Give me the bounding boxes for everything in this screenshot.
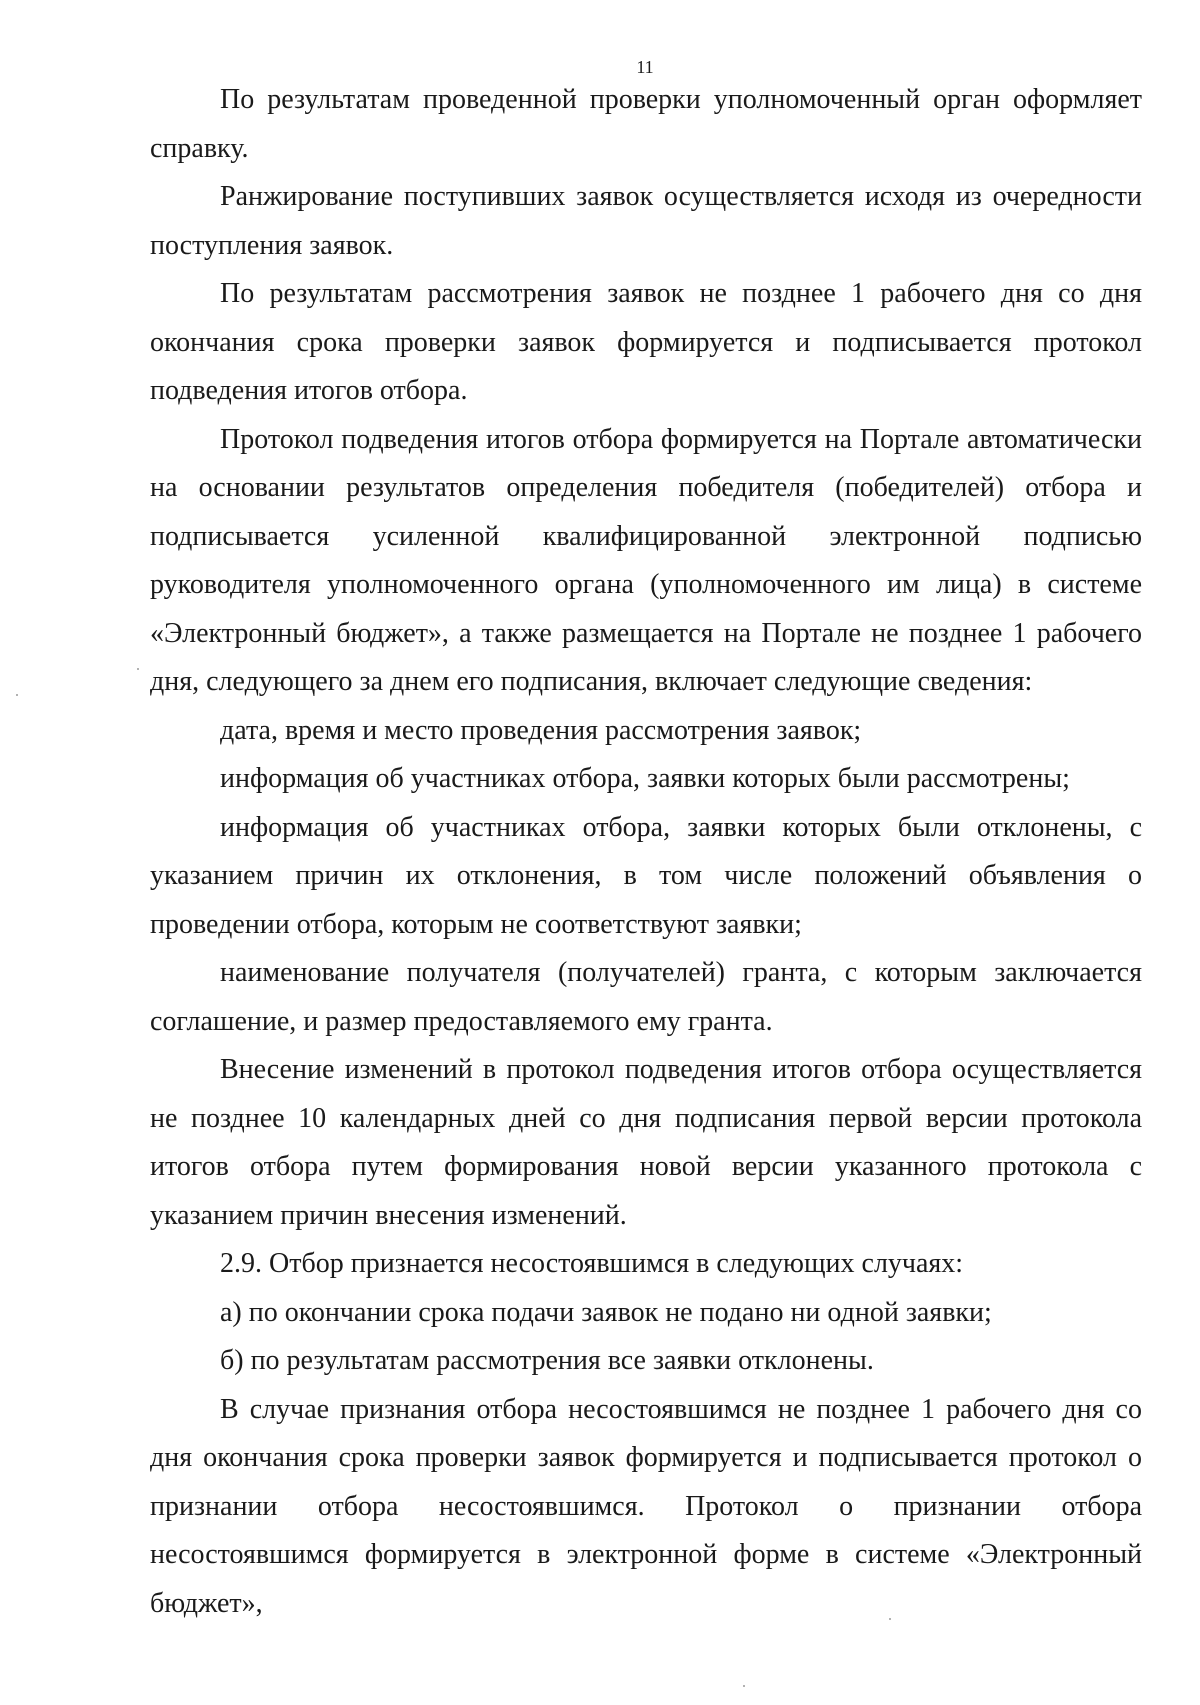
paragraph-protocol-formation: Протокол подведения итогов отбора формируется на Портале автоматически на основании результатов определения победителя (победителей) отбора и подписывается усиленной квалифицированной электронной подписью руководителя уполномоченного органа (уполномоченного им лица) в системе «Электронный бюджет», а также размещается на Портале не позднее 1 рабочего дня, следующего за днем его подписания, включает следующие сведения:: [150, 423, 1142, 697]
paragraph-review-results: По результатам рассмотрения заявок не позднее 1 рабочего дня со дня окончания срока проверки заявок формируется и подписывается протокол подведения итогов отбора.: [150, 278, 1142, 406]
list-item-reviewed-participants: информация об участниках отбора, заявки которых были рассмотрены;: [220, 763, 1070, 794]
scan-speck: [137, 668, 139, 670]
list-item-grant-recipient: наименование получателя (получателей) гранта, с которым заключается соглашение, и размер предоставляемого ему гранта.: [150, 957, 1142, 1037]
list-item-a: а) по окончании срока подачи заявок не подано ни одной заявки;: [220, 1296, 992, 1328]
scan-speck: [16, 694, 18, 696]
list-item-rejected-participants: информация об участниках отбора, заявки которых были отклонены, с указанием причин их отклонения, в том числе положений объявления о проведении отбора, которым не соответствуют заявки;: [150, 811, 1142, 940]
list-item-date-time-place: дата, время и место проведения рассмотрения заявок;: [220, 714, 862, 746]
paragraph-inspection-result: По результатам проведенной проверки уполномоченный орган оформляет справку.: [150, 84, 1142, 164]
section-2-9-heading: 2.9. Отбор признается несостоявшимся в следующих случаях:: [220, 1248, 964, 1279]
paragraph-ranking: Ранжирование поступивших заявок осуществляется исходя из очередности поступления заявок.: [150, 181, 1142, 261]
list-item-b: б) по результатам рассмотрения все заявки отклонены.: [220, 1345, 874, 1376]
paragraph-protocol-changes: Внесение изменений в протокол подведения итогов отбора осуществляется не позднее 10 календарных дней со дня подписания первой версии протокола итогов отбора путем формирования новой версии указанного протокола с указанием причин внесения изменений.: [150, 1054, 1142, 1231]
page-number: 11: [636, 57, 654, 77]
document-body: [150, 76, 1142, 1628]
paragraph-failed-selection: В случае признания отбора несостоявшимся не позднее 1 рабочего дня со дня окончания срока проверки заявок формируется и подписывается протокол о признании отбора несостоявшимся. Протокол о признании отбора несостоявшимся формируется в электронной форме в системе «Электронный бюджет»,: [150, 1393, 1142, 1619]
scan-speck: [889, 1618, 891, 1620]
scan-speck: [743, 1685, 745, 1687]
